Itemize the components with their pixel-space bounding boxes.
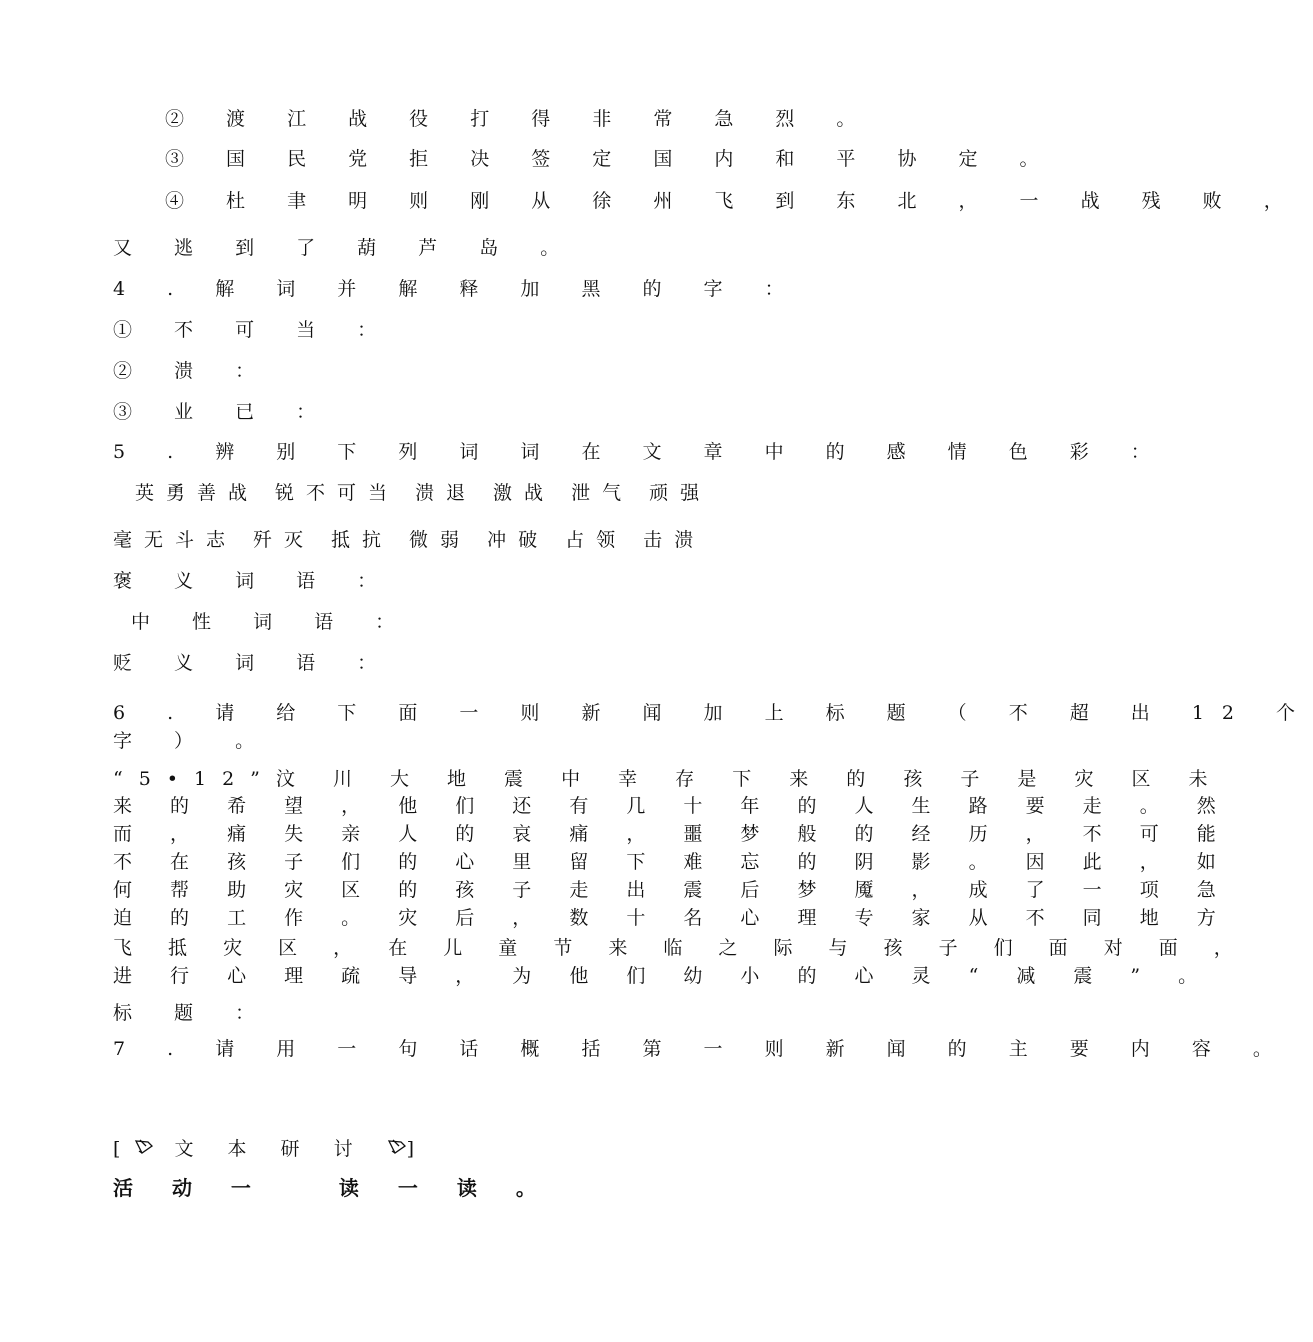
news-line: 不 在 孩 子 们 的 心 里 留 下 难 忘 的 阴 影 。 因 此 ， 如 bbox=[113, 851, 1232, 873]
q6-title-line-2: 字 ） 。 bbox=[113, 730, 273, 752]
news-line: 来 的 希 望 ， 他 们 还 有 几 十 年 的 人 生 路 要 走 。 然 bbox=[113, 795, 1232, 817]
q4-item-3: ③ 业 已 ： bbox=[113, 401, 334, 423]
news-line: “5•12”汶 川 大 地 震 中 幸 存 下 来 的 孩 子 是 灾 区 未 bbox=[113, 768, 1224, 790]
word-item: 激战 bbox=[493, 482, 556, 504]
q5-commendatory-label: 褒 义 词 语 ： bbox=[113, 570, 395, 592]
word-item: 歼灭 bbox=[253, 529, 316, 551]
word-item: 溃退 bbox=[415, 482, 478, 504]
pencil-icon bbox=[134, 1137, 154, 1159]
q4-item-1: ① 不 可 当 ： bbox=[113, 319, 395, 341]
q5-words-row-1 bbox=[135, 484, 727, 503]
word-item: 抵抗 bbox=[331, 529, 394, 551]
news-line: 迫 的 工 作 。 灾 后 ， 数 十 名 心 理 专 家 从 不 同 地 方 bbox=[113, 907, 1232, 929]
word-item: 毫无斗志 bbox=[113, 529, 238, 551]
word-item: 顽强 bbox=[649, 482, 712, 504]
item-4-line: ④ 杜 聿 明 则 刚 从 徐 州 飞 到 东 北 ， 一 战 残 败 ， bbox=[165, 190, 1301, 212]
news-line: 而 ， 痛 失 亲 人 的 哀 痛 ， 噩 梦 般 的 经 历 ， 不 可 能 bbox=[113, 823, 1232, 845]
q5-derogatory-label: 贬 义 词 语 ： bbox=[113, 652, 395, 674]
word-item: 冲破 bbox=[487, 529, 550, 551]
item-3-line: ③ 国 民 党 拒 决 签 定 国 内 和 平 协 定 。 bbox=[165, 148, 1057, 170]
q5-title: 5 . 辨 别 下 列 词 词 在 文 章 中 的 感 情 色 彩 ： bbox=[113, 441, 1168, 463]
news-line: 何 帮 助 灾 区 的 孩 子 走 出 震 后 梦 魇 ， 成 了 一 项 急 bbox=[113, 879, 1232, 901]
q4-item-2: ② 溃 ： bbox=[113, 360, 273, 382]
item-2-line: ② 渡 江 战 役 打 得 非 常 急 烈 。 bbox=[165, 108, 874, 130]
word-item: 锐不可当 bbox=[275, 482, 400, 504]
q7-title: 7 . 请 用 一 句 话 概 括 第 一 则 新 闻 的 主 要 内 容 。 bbox=[113, 1038, 1290, 1060]
q6-title-line-1: 6 . 请 给 下 面 一 则 新 闻 加 上 标 题 （ 不 超 出 12 个 bbox=[113, 702, 1313, 724]
news-line: 飞 抵 灾 区 ， 在 儿 童 节 来 临 之 际 与 孩 子 们 面 对 面 ， bbox=[113, 937, 1248, 959]
q5-neutral-label: 中 性 词 语 ： bbox=[131, 611, 413, 633]
word-item: 击溃 bbox=[643, 529, 706, 551]
research-heading: [ 文 本 研 讨 ] bbox=[113, 1138, 429, 1160]
q4-title: 4 . 解 词 并 解 释 加 黑 的 字 ： bbox=[113, 278, 802, 300]
news-line: 进 行 心 理 疏 导 ， 为 他 们 幼 小 的 心 灵 “ 减 震 ” 。 bbox=[113, 965, 1214, 987]
research-label: 文 本 研 讨 bbox=[174, 1138, 367, 1160]
pencil-icon bbox=[387, 1137, 407, 1159]
word-item: 英勇善战 bbox=[135, 482, 260, 504]
q6-answer-label: 标 题 ： bbox=[113, 1002, 273, 1024]
item-4-continuation: 又 逃 到 了 葫 芦 岛 。 bbox=[113, 237, 578, 259]
word-item: 占领 bbox=[565, 529, 628, 551]
word-item: 微弱 bbox=[409, 529, 472, 551]
activity-1-heading: 活 动 一 读 一 读 。 bbox=[113, 1176, 552, 1200]
word-item: 泄气 bbox=[571, 482, 634, 504]
q5-words-row-2 bbox=[113, 531, 721, 550]
